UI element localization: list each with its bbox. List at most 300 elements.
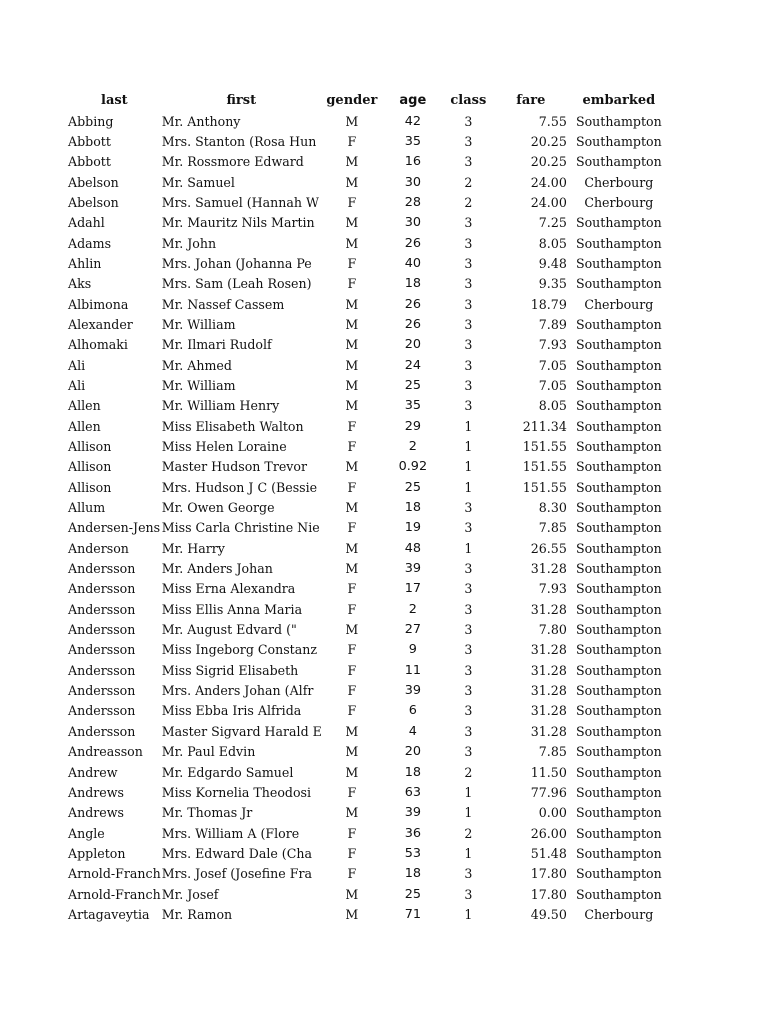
- cell-gender[interactable]: M: [345, 154, 359, 170]
- cell-age[interactable]: 28: [404, 194, 421, 210]
- cell-embarked[interactable]: Southampton: [575, 622, 662, 638]
- cell-embarked[interactable]: Southampton: [575, 805, 662, 821]
- empty-cell[interactable]: [669, 640, 737, 660]
- cell-gender[interactable]: M: [345, 296, 359, 312]
- cell-first[interactable]: Mr. William Henry: [161, 398, 280, 414]
- cell-class[interactable]: 2: [464, 194, 473, 210]
- cell-gender[interactable]: F: [347, 418, 357, 434]
- cell-gender[interactable]: M: [345, 174, 359, 190]
- cell-gender[interactable]: F: [347, 642, 357, 658]
- cell-fare[interactable]: 7.85: [538, 520, 567, 536]
- cell-first[interactable]: Mr. Thomas Jr: [161, 805, 253, 821]
- cell-age[interactable]: 19: [404, 520, 421, 536]
- cell-embarked[interactable]: Cherbourg: [584, 906, 654, 922]
- cell-age[interactable]: 36: [404, 825, 421, 841]
- cell-gender[interactable]: F: [347, 133, 357, 149]
- empty-cell[interactable]: [669, 355, 737, 375]
- cell-class[interactable]: 3: [464, 377, 473, 393]
- cell-gender[interactable]: M: [345, 357, 359, 373]
- cell-first[interactable]: Mrs. Samuel (Hannah W: [161, 194, 319, 210]
- cell-gender[interactable]: F: [347, 662, 357, 678]
- cell-first[interactable]: Miss Helen Loraine: [161, 439, 287, 455]
- cell-age[interactable]: 29: [404, 418, 421, 434]
- cell-fare[interactable]: 31.28: [530, 561, 567, 577]
- cell-first[interactable]: Miss Kornelia Theodosi: [161, 784, 312, 800]
- cell-class[interactable]: 3: [464, 296, 473, 312]
- cell-class[interactable]: 3: [464, 642, 473, 658]
- cell-last[interactable]: Allen: [68, 418, 101, 434]
- cell-gender[interactable]: M: [345, 377, 359, 393]
- cell-gender[interactable]: F: [347, 784, 357, 800]
- cell-first[interactable]: Miss Ebba Iris Alfrida: [161, 703, 302, 719]
- cell-fare[interactable]: 7.93: [538, 581, 567, 597]
- cell-class[interactable]: 3: [464, 357, 473, 373]
- cell-fare[interactable]: 211.34: [522, 418, 567, 434]
- cell-last[interactable]: Arnold-Franch: [68, 886, 161, 902]
- cell-embarked[interactable]: Southampton: [575, 561, 662, 577]
- cell-last[interactable]: Andersson: [68, 581, 136, 597]
- cell-fare[interactable]: 8.30: [538, 500, 567, 516]
- empty-cell[interactable]: [669, 620, 737, 640]
- cell-gender[interactable]: F: [347, 845, 357, 861]
- cell-first[interactable]: Mr. Anthony: [161, 113, 241, 129]
- empty-cell[interactable]: [669, 213, 737, 233]
- cell-embarked[interactable]: Southampton: [575, 703, 662, 719]
- cell-first[interactable]: Mrs. Sam (Leah Rosen): [161, 276, 312, 292]
- cell-last[interactable]: Allison: [68, 479, 112, 495]
- empty-cell[interactable]: [669, 91, 737, 111]
- empty-cell[interactable]: [669, 111, 737, 131]
- cell-fare[interactable]: 18.79: [530, 296, 567, 312]
- cell-gender[interactable]: M: [345, 459, 359, 475]
- cell-fare[interactable]: 17.80: [530, 886, 567, 902]
- empty-cell[interactable]: [669, 722, 737, 742]
- cell-last[interactable]: Abbott: [68, 154, 111, 170]
- cell-age[interactable]: 2: [408, 439, 417, 455]
- cell-fare[interactable]: 9.35: [538, 276, 567, 292]
- empty-cell[interactable]: [669, 152, 737, 172]
- cell-embarked[interactable]: Southampton: [575, 825, 662, 841]
- cell-fare[interactable]: 8.05: [538, 398, 567, 414]
- cell-first[interactable]: Mr. John: [161, 235, 217, 251]
- cell-last[interactable]: Andersson: [68, 683, 136, 699]
- cell-last[interactable]: Andrews: [68, 784, 124, 800]
- cell-embarked[interactable]: Southampton: [575, 133, 662, 149]
- cell-age[interactable]: 30: [404, 174, 421, 190]
- cell-last[interactable]: Allison: [68, 439, 112, 455]
- cell-first[interactable]: Miss Ellis Anna Maria: [161, 601, 303, 617]
- header-embarked[interactable]: embarked: [582, 93, 656, 109]
- cell-last[interactable]: Abelson: [68, 194, 119, 210]
- cell-gender[interactable]: F: [347, 601, 357, 617]
- empty-cell[interactable]: [669, 884, 737, 904]
- cell-first[interactable]: Mr. Paul Edvin: [161, 744, 256, 760]
- cell-gender[interactable]: M: [345, 540, 359, 556]
- cell-embarked[interactable]: Southampton: [575, 500, 662, 516]
- empty-cell[interactable]: [669, 701, 737, 721]
- cell-embarked[interactable]: Southampton: [575, 662, 662, 678]
- cell-fare[interactable]: 31.28: [530, 642, 567, 658]
- cell-last[interactable]: Alexander: [68, 316, 133, 332]
- cell-class[interactable]: 3: [464, 276, 473, 292]
- cell-class[interactable]: 2: [464, 764, 473, 780]
- cell-first[interactable]: Mr. Mauritz Nils Martin: [161, 215, 315, 231]
- cell-fare[interactable]: 26.00: [530, 825, 567, 841]
- cell-first[interactable]: Mr. Anders Johan: [161, 561, 273, 577]
- cell-gender[interactable]: F: [347, 825, 357, 841]
- cell-embarked[interactable]: Southampton: [575, 540, 662, 556]
- cell-class[interactable]: 3: [464, 500, 473, 516]
- cell-gender[interactable]: F: [347, 276, 357, 292]
- cell-fare[interactable]: 31.28: [530, 723, 567, 739]
- cell-embarked[interactable]: Southampton: [575, 439, 662, 455]
- cell-first[interactable]: Mr. Samuel: [161, 174, 235, 190]
- cell-age[interactable]: 63: [404, 784, 421, 800]
- cell-age[interactable]: 39: [404, 805, 421, 821]
- empty-cell[interactable]: [669, 579, 737, 599]
- cell-last[interactable]: Artagaveytia: [68, 906, 150, 922]
- cell-age[interactable]: 18: [404, 866, 421, 882]
- cell-age[interactable]: 26: [404, 316, 421, 332]
- cell-last[interactable]: Abbing: [68, 113, 114, 129]
- cell-embarked[interactable]: Southampton: [575, 215, 662, 231]
- cell-age[interactable]: 9: [408, 642, 417, 658]
- cell-last[interactable]: Albimona: [68, 296, 129, 312]
- header-first[interactable]: first: [226, 93, 257, 109]
- cell-first[interactable]: Miss Erna Alexandra: [161, 581, 296, 597]
- cell-class[interactable]: 3: [464, 113, 473, 129]
- cell-last[interactable]: Andersson: [68, 622, 136, 638]
- cell-gender[interactable]: M: [345, 622, 359, 638]
- cell-class[interactable]: 1: [464, 540, 473, 556]
- cell-class[interactable]: 1: [464, 459, 473, 475]
- cell-fare[interactable]: 7.85: [538, 744, 567, 760]
- cell-gender[interactable]: M: [345, 906, 359, 922]
- cell-last[interactable]: Andersson: [68, 662, 136, 678]
- cell-class[interactable]: 3: [464, 744, 473, 760]
- cell-class[interactable]: 3: [464, 886, 473, 902]
- cell-class[interactable]: 3: [464, 398, 473, 414]
- cell-last[interactable]: Andrew: [68, 764, 118, 780]
- cell-embarked[interactable]: Southampton: [575, 276, 662, 292]
- cell-age[interactable]: 53: [404, 845, 421, 861]
- cell-class[interactable]: 3: [464, 337, 473, 353]
- cell-age[interactable]: 24: [404, 357, 421, 373]
- cell-gender[interactable]: F: [347, 581, 357, 597]
- cell-fare[interactable]: 7.89: [538, 316, 567, 332]
- cell-embarked[interactable]: Southampton: [575, 255, 662, 271]
- cell-fare[interactable]: 51.48: [530, 845, 567, 861]
- empty-cell[interactable]: [669, 172, 737, 192]
- cell-age[interactable]: 35: [404, 398, 421, 414]
- cell-class[interactable]: 2: [464, 825, 473, 841]
- cell-class[interactable]: 3: [464, 866, 473, 882]
- cell-class[interactable]: 3: [464, 683, 473, 699]
- cell-first[interactable]: Miss Carla Christine Nie: [161, 520, 320, 536]
- cell-last[interactable]: Adahl: [68, 215, 105, 231]
- cell-fare[interactable]: 7.05: [538, 377, 567, 393]
- cell-embarked[interactable]: Southampton: [575, 723, 662, 739]
- cell-gender[interactable]: F: [347, 520, 357, 536]
- cell-class[interactable]: 2: [464, 174, 473, 190]
- cell-embarked[interactable]: Southampton: [575, 459, 662, 475]
- cell-last[interactable]: Allum: [68, 500, 106, 516]
- cell-first[interactable]: Mr. Edgardo Samuel: [161, 764, 294, 780]
- cell-age[interactable]: 35: [404, 133, 421, 149]
- header-class[interactable]: class: [450, 93, 487, 109]
- cell-age[interactable]: 17: [404, 581, 421, 597]
- cell-first[interactable]: Miss Ingeborg Constanz: [161, 642, 317, 658]
- cell-age[interactable]: 6: [408, 703, 417, 719]
- empty-cell[interactable]: [669, 396, 737, 416]
- empty-cell[interactable]: [669, 294, 737, 314]
- cell-embarked[interactable]: Southampton: [575, 866, 662, 882]
- cell-embarked[interactable]: Southampton: [575, 316, 662, 332]
- cell-class[interactable]: 3: [464, 133, 473, 149]
- empty-cell[interactable]: [669, 132, 737, 152]
- cell-first[interactable]: Mr. Rossmore Edward: [161, 154, 304, 170]
- cell-gender[interactable]: M: [345, 500, 359, 516]
- cell-embarked[interactable]: Cherbourg: [584, 296, 654, 312]
- cell-last[interactable]: Andrews: [68, 805, 124, 821]
- cell-last[interactable]: Angle: [68, 825, 105, 841]
- empty-cell[interactable]: [669, 823, 737, 843]
- cell-class[interactable]: 3: [464, 662, 473, 678]
- cell-last[interactable]: Abbott: [68, 133, 111, 149]
- cell-last[interactable]: Arnold-Franch: [68, 866, 161, 882]
- empty-cell[interactable]: [669, 193, 737, 213]
- cell-embarked[interactable]: Southampton: [575, 642, 662, 658]
- header-gender[interactable]: gender: [326, 93, 378, 109]
- cell-fare[interactable]: 151.55: [522, 479, 567, 495]
- empty-cell[interactable]: [669, 254, 737, 274]
- cell-last[interactable]: Andersson: [68, 601, 136, 617]
- cell-age[interactable]: 11: [404, 662, 421, 678]
- cell-first[interactable]: Mrs. Edward Dale (Cha: [161, 845, 312, 861]
- cell-embarked[interactable]: Southampton: [575, 744, 662, 760]
- cell-embarked[interactable]: Southampton: [575, 377, 662, 393]
- cell-fare[interactable]: 31.28: [530, 703, 567, 719]
- cell-age[interactable]: 4: [408, 723, 417, 739]
- cell-first[interactable]: Mrs. Johan (Johanna Pe: [161, 255, 312, 271]
- cell-class[interactable]: 3: [464, 235, 473, 251]
- cell-age[interactable]: 18: [404, 276, 421, 292]
- cell-fare[interactable]: 77.96: [530, 784, 567, 800]
- cell-age[interactable]: 26: [404, 235, 421, 251]
- cell-class[interactable]: 1: [464, 906, 473, 922]
- empty-cell[interactable]: [669, 803, 737, 823]
- cell-embarked[interactable]: Southampton: [575, 845, 662, 861]
- cell-last[interactable]: Allison: [68, 459, 112, 475]
- empty-cell[interactable]: [669, 417, 737, 437]
- cell-embarked[interactable]: Southampton: [575, 398, 662, 414]
- cell-first[interactable]: Mrs. William A (Flore: [161, 825, 300, 841]
- empty-cell[interactable]: [669, 437, 737, 457]
- cell-embarked[interactable]: Southampton: [575, 154, 662, 170]
- cell-first[interactable]: Miss Sigrid Elisabeth: [161, 662, 299, 678]
- empty-cell[interactable]: [669, 783, 737, 803]
- cell-class[interactable]: 3: [464, 561, 473, 577]
- cell-first[interactable]: Mr. Ramon: [161, 906, 233, 922]
- empty-cell[interactable]: [669, 905, 737, 925]
- cell-age[interactable]: 40: [404, 255, 421, 271]
- cell-class[interactable]: 1: [464, 479, 473, 495]
- cell-gender[interactable]: M: [345, 316, 359, 332]
- cell-first[interactable]: Mrs. Josef (Josefine Fra: [161, 866, 312, 882]
- cell-age[interactable]: 0.92: [398, 459, 428, 475]
- cell-class[interactable]: 3: [464, 316, 473, 332]
- cell-gender[interactable]: F: [347, 479, 357, 495]
- cell-last[interactable]: Andersson: [68, 723, 136, 739]
- cell-age[interactable]: 42: [404, 113, 421, 129]
- cell-embarked[interactable]: Southampton: [575, 520, 662, 536]
- header-age[interactable]: age: [399, 93, 427, 109]
- empty-cell[interactable]: [669, 274, 737, 294]
- cell-age[interactable]: 18: [404, 500, 421, 516]
- cell-fare[interactable]: 11.50: [530, 764, 567, 780]
- cell-embarked[interactable]: Southampton: [575, 784, 662, 800]
- cell-first[interactable]: Mr. Nassef Cassem: [161, 296, 285, 312]
- cell-fare[interactable]: 151.55: [522, 439, 567, 455]
- cell-last[interactable]: Appleton: [68, 845, 126, 861]
- cell-embarked[interactable]: Southampton: [575, 357, 662, 373]
- cell-gender[interactable]: F: [347, 703, 357, 719]
- cell-first[interactable]: Mr. William: [161, 377, 236, 393]
- cell-gender[interactable]: M: [345, 337, 359, 353]
- cell-last[interactable]: Andersson: [68, 561, 136, 577]
- cell-first[interactable]: Mrs. Stanton (Rosa Hun: [161, 133, 317, 149]
- empty-cell[interactable]: [669, 457, 737, 477]
- cell-fare[interactable]: 31.28: [530, 683, 567, 699]
- cell-class[interactable]: 3: [464, 520, 473, 536]
- empty-cell[interactable]: [669, 315, 737, 335]
- empty-cell[interactable]: [669, 661, 737, 681]
- empty-cell[interactable]: [669, 498, 737, 518]
- empty-cell[interactable]: [669, 376, 737, 396]
- cell-class[interactable]: 1: [464, 784, 473, 800]
- cell-gender[interactable]: M: [345, 744, 359, 760]
- cell-class[interactable]: 3: [464, 154, 473, 170]
- cell-embarked[interactable]: Southampton: [575, 764, 662, 780]
- cell-class[interactable]: 3: [464, 215, 473, 231]
- cell-age[interactable]: 20: [404, 337, 421, 353]
- cell-gender[interactable]: M: [345, 398, 359, 414]
- cell-age[interactable]: 2: [408, 601, 417, 617]
- cell-gender[interactable]: M: [345, 561, 359, 577]
- cell-gender[interactable]: M: [345, 805, 359, 821]
- cell-last[interactable]: Andersen-Jens: [68, 520, 161, 536]
- cell-class[interactable]: 3: [464, 622, 473, 638]
- cell-last[interactable]: Adams: [68, 235, 112, 251]
- header-fare[interactable]: fare: [516, 93, 546, 109]
- cell-age[interactable]: 26: [404, 296, 421, 312]
- cell-gender[interactable]: M: [345, 235, 359, 251]
- cell-age[interactable]: 39: [404, 683, 421, 699]
- cell-age[interactable]: 25: [404, 479, 421, 495]
- empty-cell[interactable]: [669, 844, 737, 864]
- cell-gender[interactable]: F: [347, 255, 357, 271]
- cell-class[interactable]: 1: [464, 845, 473, 861]
- cell-last[interactable]: Ali: [68, 377, 86, 393]
- cell-class[interactable]: 3: [464, 581, 473, 597]
- empty-cell[interactable]: [669, 864, 737, 884]
- cell-age[interactable]: 18: [404, 764, 421, 780]
- cell-last[interactable]: Alhomaki: [68, 337, 128, 353]
- cell-first[interactable]: Master Sigvard Harald E: [161, 723, 322, 739]
- cell-class[interactable]: 1: [464, 805, 473, 821]
- header-last[interactable]: last: [101, 93, 128, 109]
- empty-cell[interactable]: [669, 478, 737, 498]
- cell-last[interactable]: Andersson: [68, 642, 136, 658]
- cell-class[interactable]: 3: [464, 255, 473, 271]
- empty-cell[interactable]: [669, 335, 737, 355]
- empty-cell[interactable]: [669, 681, 737, 701]
- cell-first[interactable]: Master Hudson Trevor: [161, 459, 308, 475]
- empty-cell[interactable]: [669, 539, 737, 559]
- cell-last[interactable]: Anderson: [68, 540, 129, 556]
- cell-age[interactable]: 25: [404, 377, 421, 393]
- cell-embarked[interactable]: Cherbourg: [584, 174, 654, 190]
- empty-cell[interactable]: [669, 559, 737, 579]
- cell-fare[interactable]: 7.55: [538, 113, 567, 129]
- cell-first[interactable]: Miss Elisabeth Walton: [161, 418, 304, 434]
- cell-class[interactable]: 3: [464, 601, 473, 617]
- cell-gender[interactable]: F: [347, 439, 357, 455]
- cell-last[interactable]: Andreasson: [68, 744, 143, 760]
- cell-age[interactable]: 25: [404, 886, 421, 902]
- cell-fare[interactable]: 31.28: [530, 662, 567, 678]
- cell-embarked[interactable]: Cherbourg: [584, 194, 654, 210]
- cell-age[interactable]: 39: [404, 561, 421, 577]
- cell-fare[interactable]: 31.28: [530, 601, 567, 617]
- cell-last[interactable]: Abelson: [68, 174, 119, 190]
- cell-fare[interactable]: 7.25: [538, 215, 567, 231]
- cell-last[interactable]: Ahlin: [68, 255, 102, 271]
- cell-fare[interactable]: 26.55: [530, 540, 567, 556]
- cell-gender[interactable]: M: [345, 113, 359, 129]
- cell-age[interactable]: 16: [404, 154, 421, 170]
- cell-age[interactable]: 20: [404, 744, 421, 760]
- cell-embarked[interactable]: Southampton: [575, 235, 662, 251]
- cell-first[interactable]: Mr. Harry: [161, 540, 225, 556]
- cell-first[interactable]: Mr. August Edvard (": [161, 622, 297, 638]
- cell-embarked[interactable]: Southampton: [575, 581, 662, 597]
- cell-age[interactable]: 71: [404, 906, 421, 922]
- cell-fare[interactable]: 20.25: [530, 154, 567, 170]
- cell-gender[interactable]: F: [347, 683, 357, 699]
- cell-last[interactable]: Allen: [68, 398, 101, 414]
- cell-fare[interactable]: 49.50: [530, 906, 567, 922]
- cell-first[interactable]: Mrs. Anders Johan (Alfr: [161, 683, 314, 699]
- cell-gender[interactable]: M: [345, 215, 359, 231]
- cell-gender[interactable]: F: [347, 194, 357, 210]
- cell-fare[interactable]: 8.05: [538, 235, 567, 251]
- cell-last[interactable]: Ali: [68, 357, 86, 373]
- cell-gender[interactable]: M: [345, 886, 359, 902]
- cell-first[interactable]: Mrs. Hudson J C (Bessie: [161, 479, 318, 495]
- cell-gender[interactable]: M: [345, 723, 359, 739]
- empty-cell[interactable]: [669, 518, 737, 538]
- cell-fare[interactable]: 0.00: [538, 805, 567, 821]
- cell-class[interactable]: 3: [464, 723, 473, 739]
- cell-fare[interactable]: 20.25: [530, 133, 567, 149]
- cell-age[interactable]: 27: [404, 622, 421, 638]
- cell-class[interactable]: 3: [464, 703, 473, 719]
- cell-age[interactable]: 48: [404, 540, 421, 556]
- cell-fare[interactable]: 7.93: [538, 337, 567, 353]
- empty-cell[interactable]: [669, 742, 737, 762]
- cell-gender[interactable]: F: [347, 866, 357, 882]
